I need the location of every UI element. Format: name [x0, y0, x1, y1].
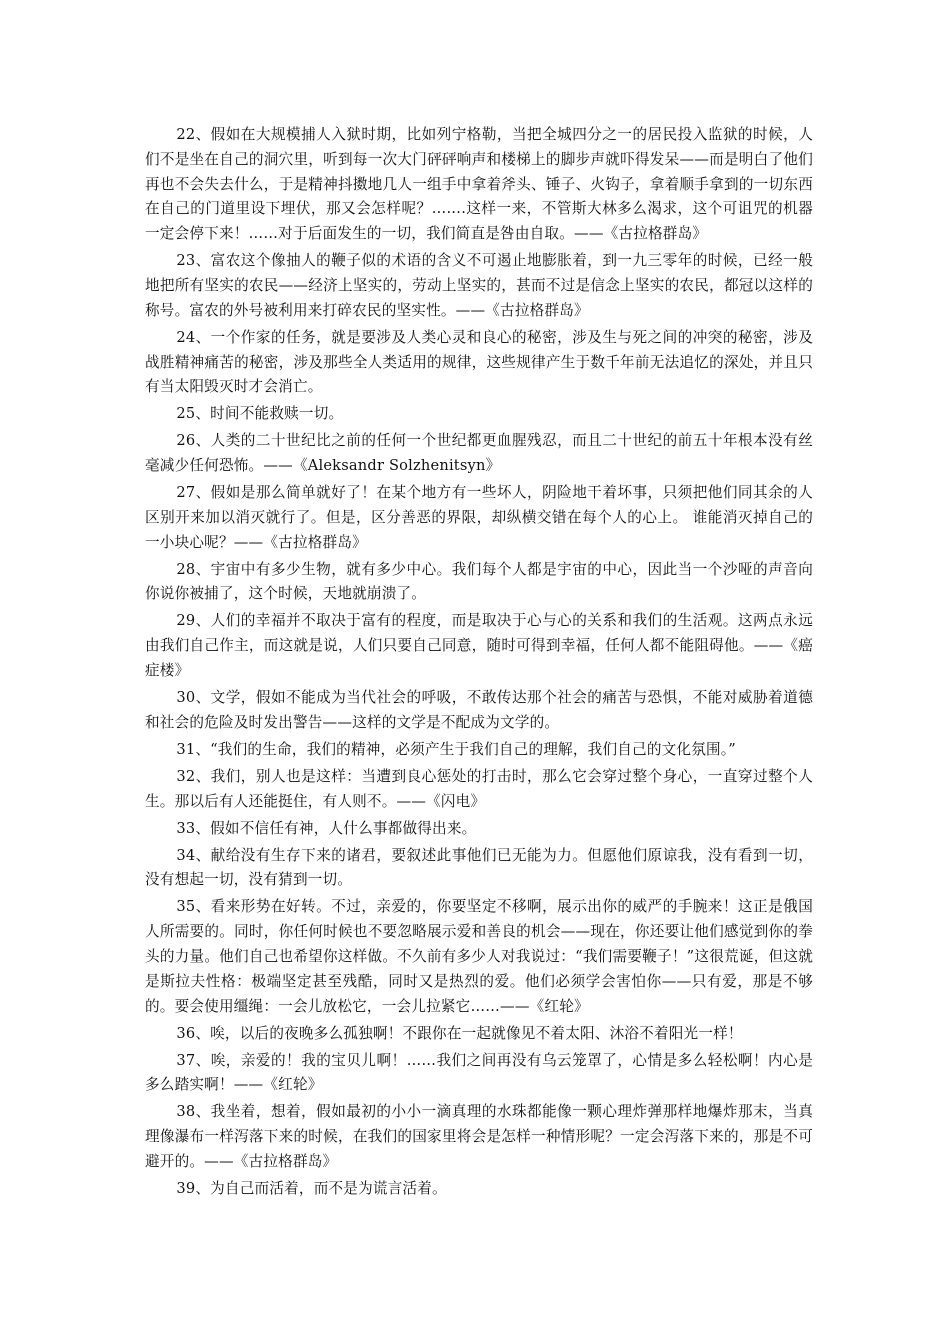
document-page [145, 123, 813, 1204]
quote-paragraph-25: 25、时间不能救赎一切。 [176, 405, 344, 423]
quote-paragraph-32: 32、我们，别人也是这样：当遭到良心惩处的打击时，那么它会穿过整个身心，一直穿过整个人生。那以后有人还能挺住，有人则不。——《闪电》 [145, 767, 813, 810]
quote-paragraph-39: 39、为自己而活着，而不是为谎言活着。 [176, 1179, 447, 1197]
quote-paragraph-29: 29、人们的幸福并不取决于富有的程度，而是取决于心与心的关系和我们的生活观。这两点永远由我们自己作主，而这就是说，人们只要自己同意，随时可得到幸福，任何人都不能阻碍他。——《癌症楼》 [145, 612, 813, 680]
quote-paragraph-23: 23、富农这个像抽人的鞭子似的术语的含义不可遏止地膨胀着，到一九三零年的时候，已经一般地把所有坚实的农民——经济上坚实的，劳动上坚实的，甚而不过是信念上坚实的农民，都冠以这样的称号。富农的外号被利用来打碎农民的坚实性。——《古拉格群岛》 [145, 252, 813, 319]
quote-paragraph-37: 37、唉，亲爱的！我的宝贝儿啊！……我们之间再没有乌云笼罩了，心情是多么轻松啊！内心是多么踏实啊！——《红轮》 [145, 1051, 813, 1094]
quote-paragraph-27: 27、假如是那么简单就好了！在某个地方有一些坏人，阴险地干着坏事，只须把他们同其余的人区别开来加以消灭就行了。但是，区分善恶的界限，却纵横交错在每个人的心上。 谁能消灭掉自己的一小块心呢？——《古拉格群岛》 [145, 484, 813, 551]
quote-paragraph-31: 31、“我们的生命，我们的精神，必须产生于我们自己的理解，我们自己的文化氛围。” [176, 740, 736, 758]
quote-paragraph-24: 24、一个作家的任务，就是要涉及人类心灵和良心的秘密，涉及生与死之间的冲突的秘密，涉及战胜精神痛苦的秘密，涉及那些全人类适用的规律，这些规律产生于数千年前无法追忆的深处，并且只有当太阳毁灭时才会消亡。 [145, 328, 813, 396]
quote-paragraph-22: 22、假如在大规模捕人入狱时期，比如列宁格勒，当把全城四分之一的居民投入监狱的时候，人们不是坐在自己的洞穴里，听到每一次大门砰砰响声和楼梯上的脚步声就吓得发呆——而是明白了他们再也不会失去什么，于是精神抖擞地几人一组手中拿着斧头、锤子、火钩子，拿着顺手拿到的一切东西在自己的门道里设下埋伏，那又会怎样呢？…….这样一来，不管斯大林多么渴求，这个可诅咒的机器一定会停下来！……对于后面发生的一切，我们简直是咎由自取。——《古拉格群岛》 [145, 126, 813, 243]
quote-paragraph-26: 26、人类的二十世纪比之前的任何一个世纪都更血腥残忍，而且二十世纪的前五十年根本没有丝毫减少任何恐怖。——《Aleksandr Solzhenitsyn》 [145, 432, 813, 475]
quote-paragraph-36: 36、唉，以后的夜晚多么孤独啊！不跟你在一起就像见不着太阳、沐浴不着阳光一样！ [176, 1024, 743, 1042]
quote-paragraph-35: 35、看来形势在好转。不过，亲爱的，你要坚定不移啊，展示出你的威严的手腕来！这正是俄国人所需要的。同时，你任何时候也不要忽略展示爱和善良的机会——现在，你还要让他们感觉到你的拳头的力量。他们自己也希望你这样做。不久前有多少人对我说过：“我们需要鞭子！”这很荒诞，但这就是斯拉夫性格：极端坚定甚至残酷，同时又是热烈的爱。他们必须学会害怕你——只有爱，那是不够的。要会使用缰绳：一会儿放松它，一会儿拉紧它……——《红轮》 [145, 898, 813, 1015]
quote-paragraph-28: 28、宇宙中有多少生物，就有多少中心。我们每个人都是宇宙的中心，因此当一个沙哑的声音向你说你被捕了，这个时候，天地就崩溃了。 [145, 560, 813, 603]
quote-paragraph-33: 33、假如不信任有神，人什么事都做得出来。 [176, 819, 477, 837]
quote-paragraph-30: 30、文学，假如不能成为当代社会的呼吸，不敢传达那个社会的痛苦与恐惧，不能对威胁着道德和社会的危险及时发出警告——这样的文学是不配成为文学的。 [145, 689, 813, 731]
quote-paragraph-38: 38、我坐着，想着，假如最初的小小一滴真理的水珠都能像一颗心理炸弹那样地爆炸那末，当真理像瀑布一样泻落下来的时候，在我们的国家里将会是怎样一种情形呢？一定会泻落下来的，那是不可避开的。——《古拉格群岛》 [145, 1103, 813, 1170]
quote-paragraph-34: 34、献给没有生存下来的诸君，要叙述此事他们已无能为力。但愿他们原谅我，没有看到一切，没有想起一切，没有猜到一切。 [145, 846, 813, 889]
